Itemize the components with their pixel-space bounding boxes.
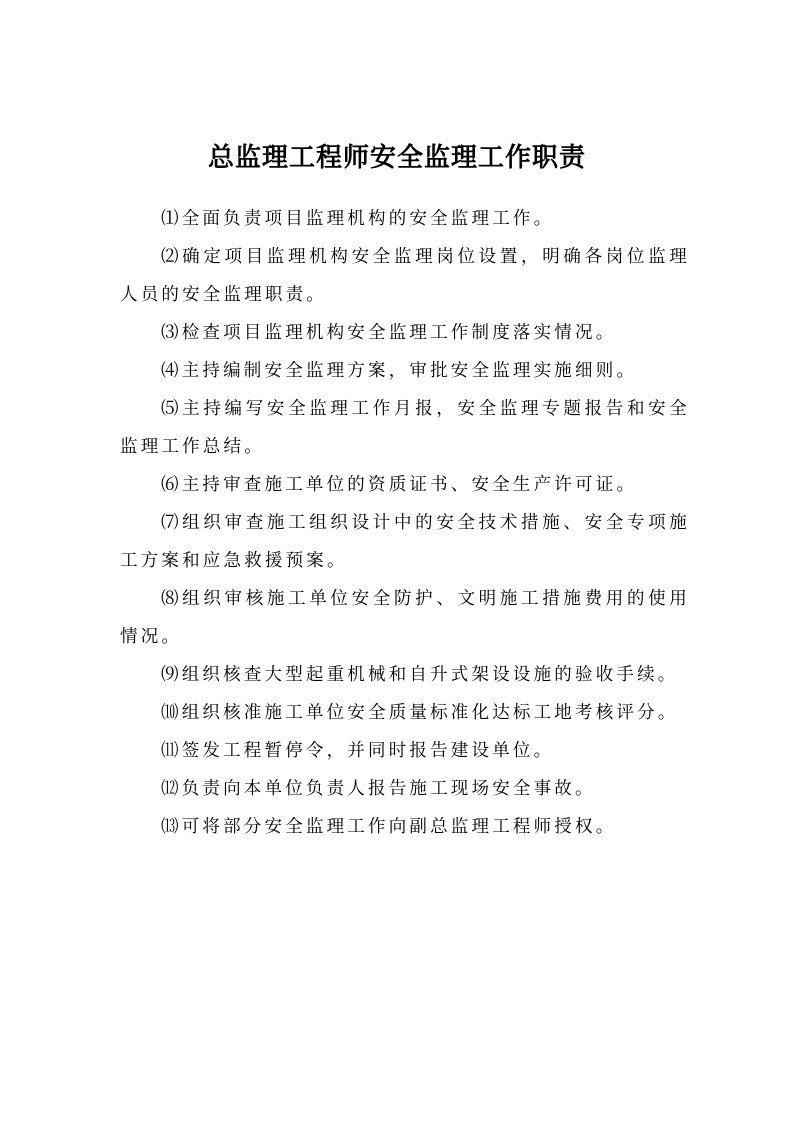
document-body [120, 200, 690, 846]
duty-item-6: ⑹主持审查施工单位的资质证书、安全生产许可证。 [161, 475, 638, 495]
duty-item-4: ⑷主持编制安全监理方案，审批安全监理实施细则。 [161, 361, 638, 381]
duty-item-2: ⑵确定项目监理机构安全监理岗位设置，明确各岗位监理人员的安全监理职责。 [120, 247, 690, 305]
duty-item-5: ⑸主持编写安全监理工作月报，安全监理专题报告和安全监理工作总结。 [120, 399, 690, 457]
duty-item-8: ⑻组织审核施工单位安全防护、文明施工措施费用的使用情况。 [120, 589, 690, 647]
duty-item-10: ⑽组织核准施工单位安全质量标准化达标工地考核评分。 [161, 703, 679, 723]
duty-item-7: ⑺组织审查施工组织设计中的安全技术措施、安全专项施工方案和应急救援预案。 [120, 513, 690, 571]
duty-item-3: ⑶检查项目监理机构安全监理工作制度落实情况。 [161, 323, 617, 343]
duty-item-11: ⑾签发工程暂停令，并同时报告建设单位。 [161, 741, 555, 761]
duty-item-9: ⑼组织核查大型起重机械和自升式架设设施的验收手续。 [161, 665, 679, 685]
duty-item-13: ⒀可将部分安全监理工作向副总监理工程师授权。 [161, 817, 617, 837]
duty-item-1: ⑴全面负责项目监理机构的安全监理工作。 [161, 209, 555, 229]
document-title: 总监理工程师安全监理工作职责 [207, 143, 586, 173]
duty-item-12: ⑿负责向本单位负责人报告施工现场安全事故。 [161, 779, 596, 799]
